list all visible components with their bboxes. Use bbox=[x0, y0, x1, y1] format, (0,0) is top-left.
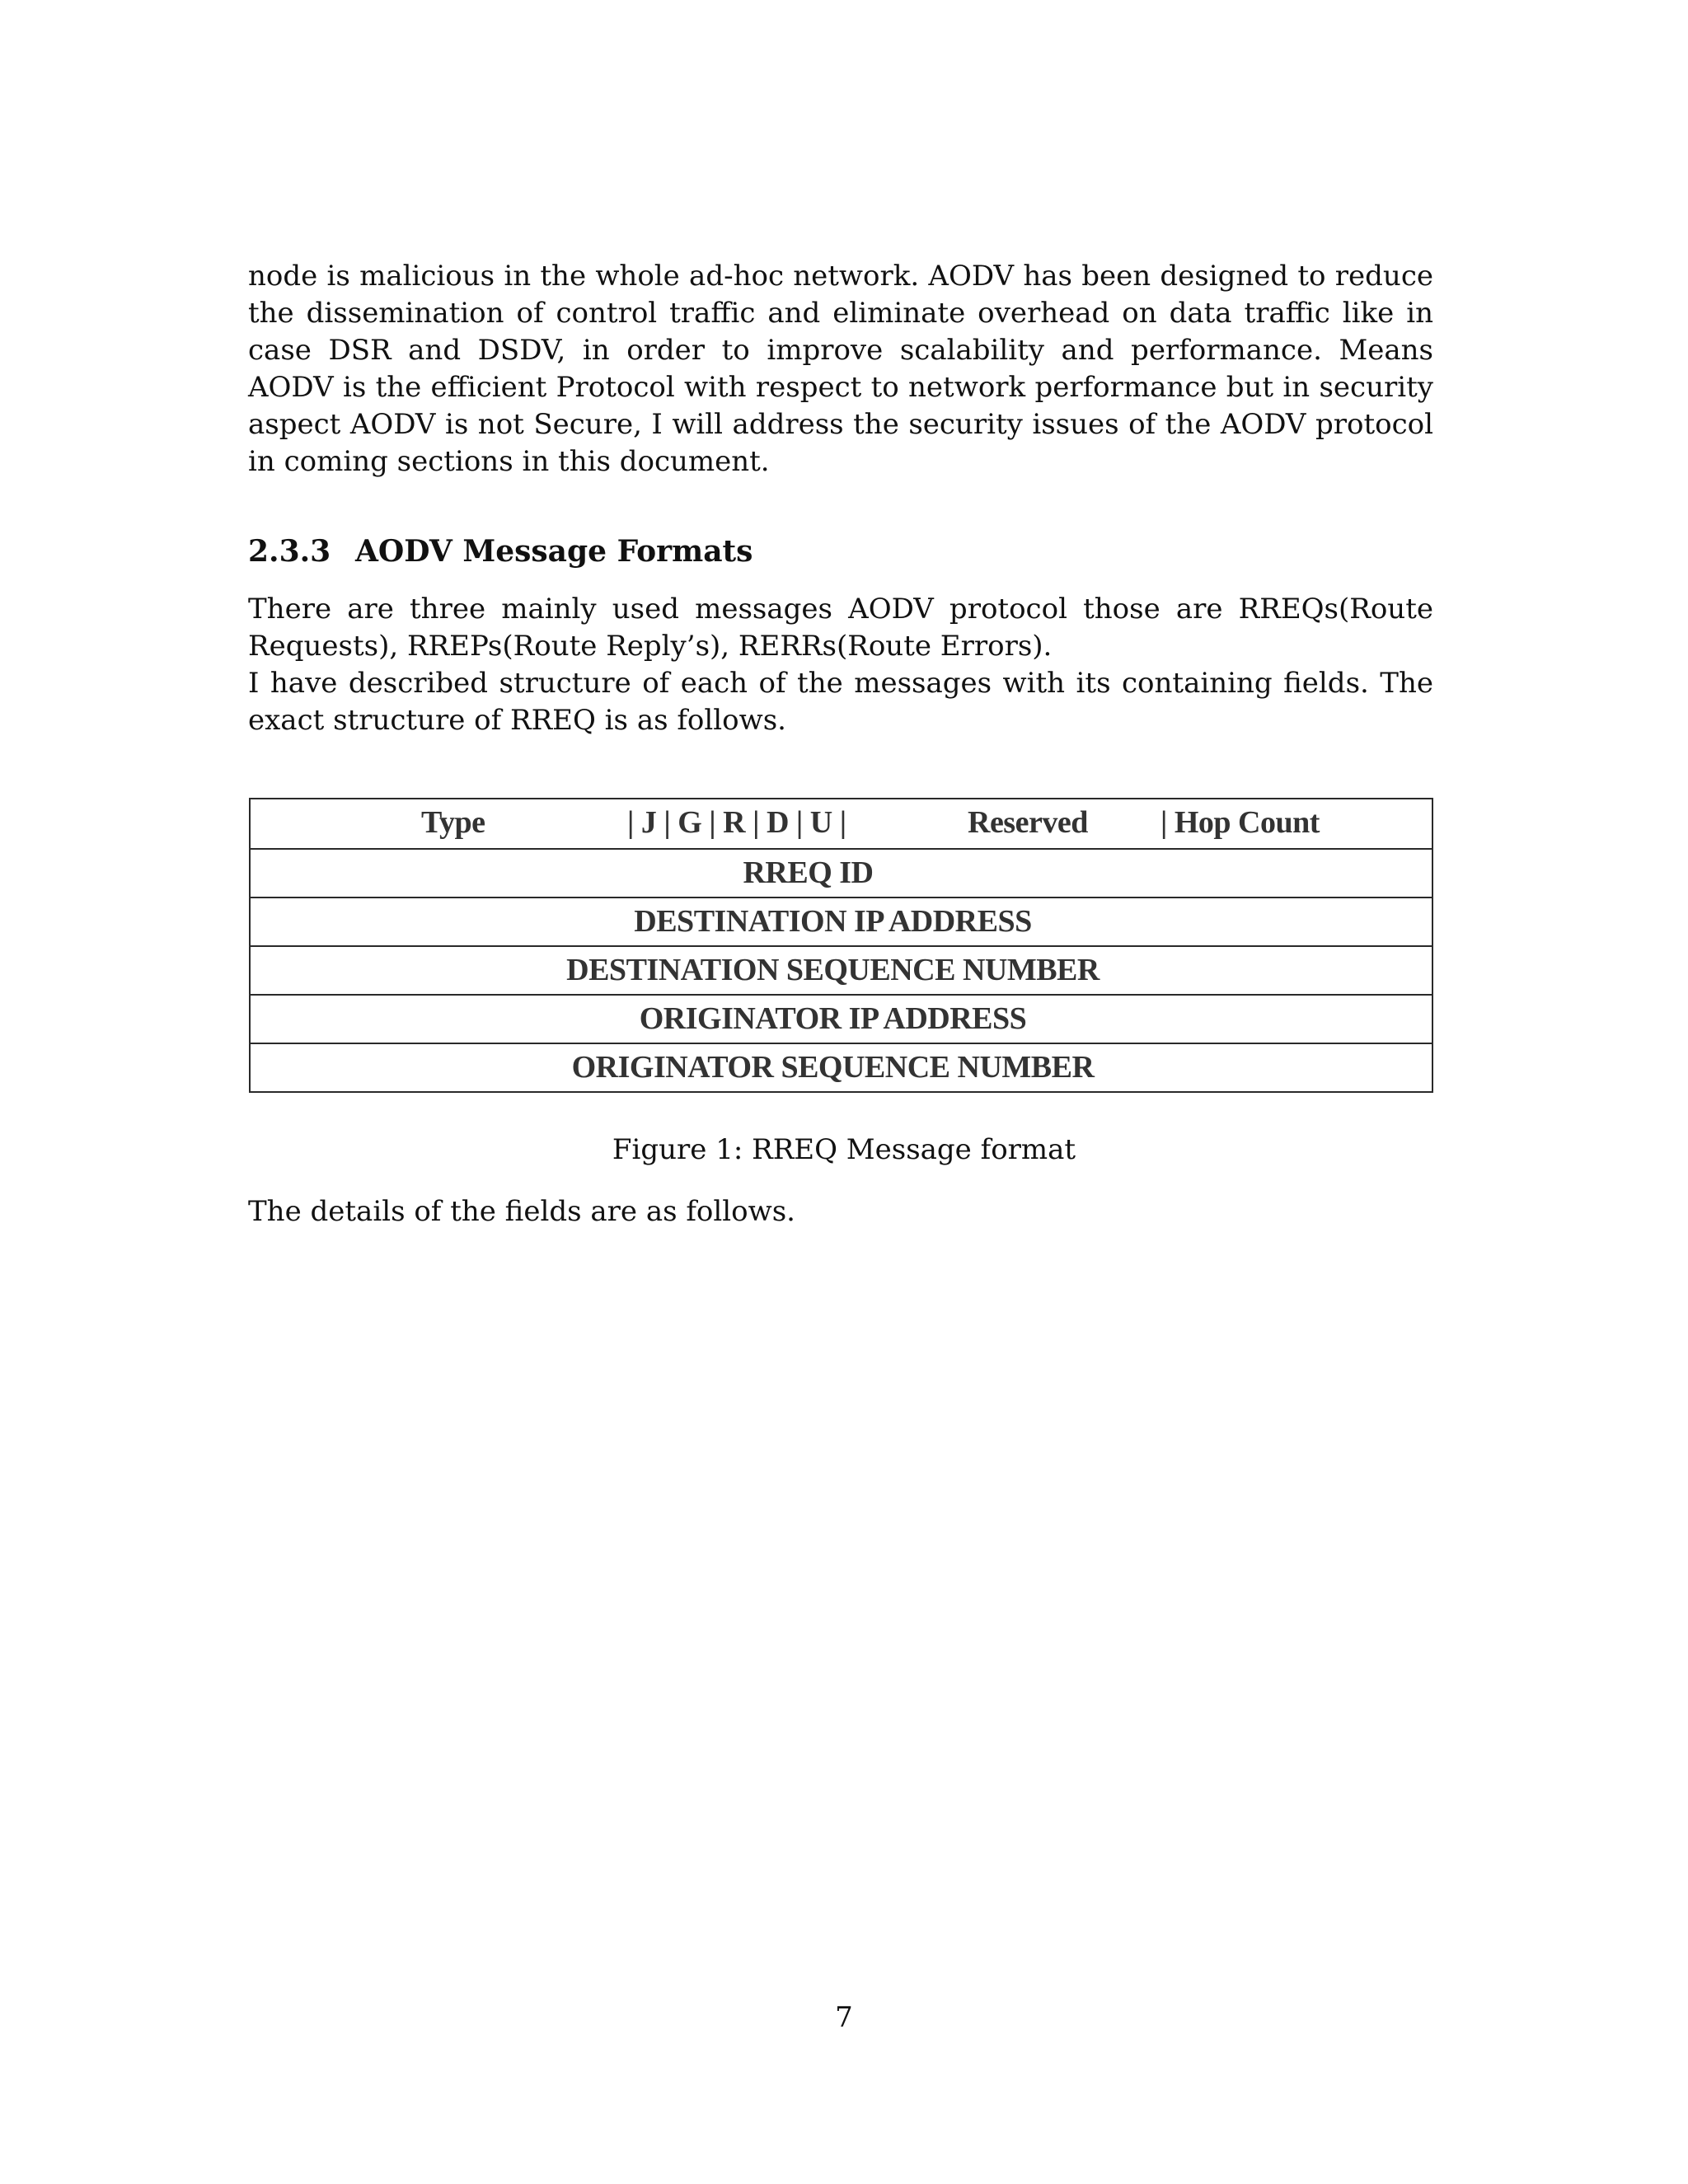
lead-paragraph: There are three mainly used messages AODV protocol those are RREQs(Route Requests), RREPs(Route Reply’s), RERRs(Route Errors). bbox=[248, 593, 1433, 663]
section-heading bbox=[248, 533, 753, 570]
field-hop-count: | Hop Count bbox=[1160, 805, 1320, 840]
section-number: 2.3.3 bbox=[248, 534, 331, 569]
field-rreq-id: RREQ ID bbox=[743, 855, 874, 890]
table-row bbox=[251, 848, 1432, 897]
detail-paragraph: I have described structure of each of the messages with its containing fields. The exact structure of RREQ is as follows. bbox=[248, 667, 1433, 737]
field-destination-seq: DESTINATION SEQUENCE NUMBER bbox=[566, 953, 1100, 987]
field-originator-seq: ORIGINATOR SEQUENCE NUMBER bbox=[571, 1050, 1095, 1085]
section-title: AODV Message Formats bbox=[355, 534, 753, 569]
rreq-format-table bbox=[249, 798, 1433, 1093]
table-row bbox=[251, 994, 1432, 1043]
after-figure-paragraph: The details of the fields are as follows. bbox=[248, 1195, 795, 1228]
field-flags: | J | G | R | D | U | bbox=[627, 805, 846, 840]
table-row bbox=[251, 945, 1432, 994]
page-number: 7 bbox=[835, 2001, 853, 2034]
field-originator-ip: ORIGINATOR IP ADDRESS bbox=[639, 1001, 1027, 1036]
table-header-row bbox=[251, 799, 1432, 848]
figure-caption: Figure 1: RREQ Message format bbox=[612, 1133, 1076, 1166]
table-row bbox=[251, 1043, 1432, 1091]
table-row bbox=[251, 897, 1432, 945]
intro-paragraph: node is malicious in the whole ad-hoc network. AODV has been designed to reduce the dissemination of control traffic and eliminate overhead on data traffic like in case DSR and DSDV, in order to improve scalability and performance. Means AODV is the efficient Protocol with respect to network performance but in security aspect AODV is not Secure, I will address the security issues of the AODV protocol in coming sections in this document. bbox=[248, 260, 1433, 478]
field-type: Type bbox=[421, 805, 485, 840]
field-destination-ip: DESTINATION IP ADDRESS bbox=[634, 904, 1032, 939]
field-reserved: Reserved bbox=[968, 805, 1088, 840]
